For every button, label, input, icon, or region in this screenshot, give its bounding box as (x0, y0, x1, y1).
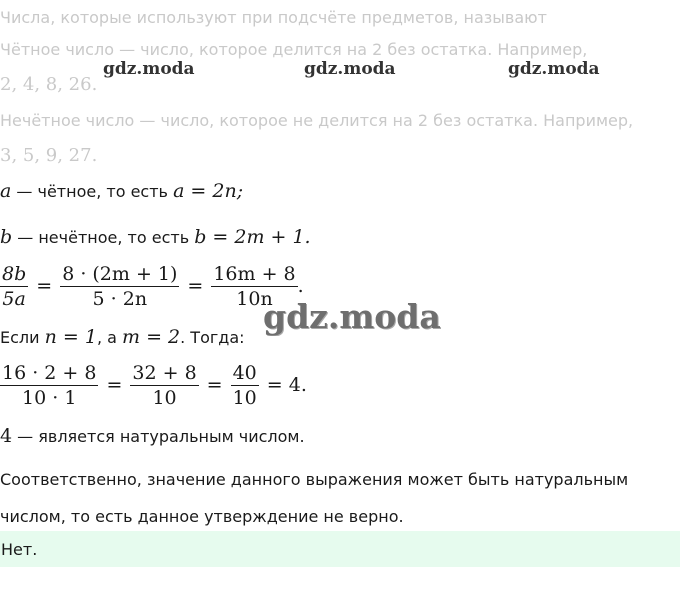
faded-even-definition: Чётное число — число, которое делится на 2 без остатка. Например, (0, 40, 588, 59)
answer-box (0, 531, 680, 567)
fraction-result: = 4. (266, 374, 307, 396)
watermark-2: gdz.moda (304, 59, 396, 79)
line-a (0, 180, 243, 202)
watermark-1: gdz.moda (103, 59, 195, 79)
natural-line: 4 — является натуральным числом. (0, 425, 305, 447)
fraction-right: $\frac{16m + 8}{10n}$ (213, 262, 296, 310)
faded-even-examples: 2, 4, 8, 26. (0, 74, 98, 95)
watermark-large: gdz.moda (263, 297, 441, 336)
conclusion-line-1: Соответственно, значение данного выражения может быть натуральным (0, 470, 629, 489)
condition-line: Если n = 1, а m = 2. Тогда: (0, 326, 245, 348)
line-b (0, 226, 311, 248)
fraction-c: $\frac{40}{10}$ (232, 361, 257, 409)
fraction-row-1: $\frac{8b}{5a}$ = $\frac{8 \cdot (2m + 1)}{5 \cdot 2n}$ = $\frac{16m + 8}{10n}$ . (2, 262, 304, 310)
var-b: b (0, 226, 13, 248)
fraction-row-2: $\frac{16 \cdot 2 + 8}{10 \cdot 1}$ = $\frac{32 + 8}{10}$ = $\frac{40}{10}$ = 4. (2, 361, 307, 409)
fraction-mid: $\frac{8 \cdot (2m + 1)}{5 \cdot 2n}$ (62, 262, 178, 310)
line-b-text: — нечётное, то есть (12, 228, 195, 247)
faded-odd-definition: Нечётное число — число, которое не делится на 2 без остатка. Например, (0, 111, 634, 130)
n-equals: n = 1 (44, 326, 97, 348)
faded-odd-examples: 3, 5, 9, 27. (0, 145, 98, 166)
conclusion-line-2: числом, то есть данное утверждение не верно. (0, 507, 404, 526)
formula-a: a = 2n; (173, 180, 244, 202)
fraction-left: $\frac{8b}{5a}$ (2, 262, 27, 310)
watermark-3: gdz.moda (508, 59, 600, 79)
formula-b: b = 2m + 1. (194, 226, 311, 248)
line-a-text: — чётное, то есть (11, 182, 174, 201)
fraction-b: $\frac{32 + 8}{10}$ (132, 361, 197, 409)
faded-definition: Числа, которые используют при подсчёте предметов, называют (0, 8, 547, 27)
var-a: a (0, 180, 12, 202)
m-equals: m = 2 (122, 326, 181, 348)
answer-label: Нет. (1, 540, 38, 559)
fraction-a: $\frac{16 \cdot 2 + 8}{10 \cdot 1}$ (2, 361, 97, 409)
